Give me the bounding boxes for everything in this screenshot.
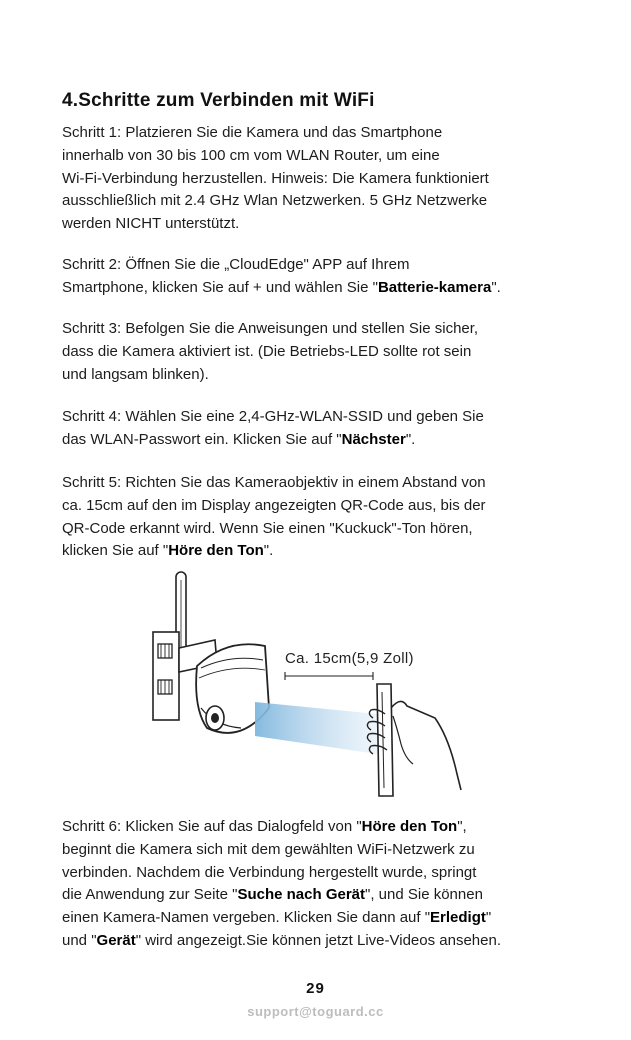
step-4-paragraph bbox=[62, 406, 602, 452]
step-3-line: dass die Kamera aktiviert ist. (Die Betriebs-LED sollte rot sein bbox=[62, 342, 472, 360]
step-6-text: ", bbox=[457, 818, 467, 835]
step-1-line: werden NICHT unterstützt. bbox=[62, 215, 240, 233]
step-6-line bbox=[62, 884, 602, 907]
step-6-text: die Anwendung zur Seite " bbox=[62, 886, 238, 904]
distance-label: Ca. 15cm(5,9 Zoll) bbox=[285, 650, 414, 667]
step-3-line: Schritt 3: Befolgen Sie die Anweisungen und stellen Sie sicher, bbox=[62, 320, 479, 337]
page-number: 29 bbox=[306, 980, 325, 997]
step-6-text: ", und Sie können bbox=[365, 886, 483, 904]
step-1-line: ausschließlich mit 2.4 GHz Wlan Netzwerken. 5 GHz Netzwerke bbox=[62, 192, 488, 210]
step-1-line: Wi-Fi-Verbindung herzustellen. Hinweis: Die Kamera funktioniert bbox=[62, 169, 489, 187]
step-2-text: ". bbox=[491, 278, 501, 296]
step-5-paragraph bbox=[62, 472, 602, 563]
step-4-text: das WLAN-Passwort ein. Klicken Sie auf " bbox=[62, 430, 342, 448]
step-5-text: ". bbox=[263, 542, 274, 560]
hear-tone-label: Höre den Ton bbox=[361, 818, 458, 835]
smartphone-icon bbox=[377, 684, 393, 796]
step-3-line: und langsam blinken). bbox=[62, 365, 209, 383]
scan-beam bbox=[255, 702, 377, 754]
step-2-line bbox=[62, 277, 602, 300]
camera-qr-scan-illustration bbox=[145, 568, 465, 804]
step-6-line bbox=[62, 907, 602, 930]
done-label: Erledigt bbox=[430, 909, 486, 927]
step-1-line: innerhalb von 30 bis 100 cm vom WLAN Router, um eine bbox=[62, 146, 440, 164]
step-6-text: einen Kamera-Namen vergeben. Klicken Sie dann auf " bbox=[62, 909, 431, 927]
step-2-paragraph bbox=[62, 254, 602, 300]
device-label: Gerät bbox=[96, 931, 136, 949]
battery-camera-label: Batterie-kamera bbox=[377, 278, 492, 296]
step-4-line bbox=[62, 429, 602, 452]
next-label: Nächster bbox=[341, 430, 406, 448]
step-4-line: Schritt 4: Wählen Sie eine 2,4-GHz-WLAN-SSID und geben Sie bbox=[62, 408, 484, 425]
step-6-text: " bbox=[485, 909, 492, 927]
step-6-line: beginnt die Kamera sich mit dem gewählten WiFi-Netzwerk zu bbox=[62, 840, 475, 858]
step-6-line bbox=[62, 930, 602, 953]
distance-marker bbox=[285, 672, 373, 680]
step-5-line: ca. 15cm auf den im Display angezeigten QR-Code aus, bis der bbox=[62, 496, 486, 514]
step-6-text: Schritt 6: Klicken Sie auf das Dialogfeld von " bbox=[62, 818, 362, 835]
step-2-line: Schritt 2: Öffnen Sie die „CloudEdge" APP auf Ihrem bbox=[62, 256, 410, 273]
search-device-label: Suche nach Gerät bbox=[237, 886, 365, 904]
step-5-line bbox=[62, 540, 602, 563]
step-6-paragraph bbox=[62, 816, 602, 953]
step-6-text: und " bbox=[62, 931, 97, 949]
support-email: support@toguard.cc bbox=[247, 1004, 384, 1019]
step-5-line: QR-Code erkannt wird. Wenn Sie einen "Kuckuck"-Ton hören, bbox=[62, 519, 473, 537]
step-1-paragraph bbox=[62, 122, 602, 236]
step-6-line: verbinden. Nachdem die Verbindung hergestellt wurde, springt bbox=[62, 863, 477, 881]
step-3-paragraph bbox=[62, 318, 602, 386]
step-4-text: ". bbox=[405, 430, 416, 448]
step-2-text: Smartphone, klicken Sie auf + und wählen Sie " bbox=[62, 278, 378, 296]
step-6-line bbox=[62, 816, 602, 839]
section-title: 4.Schritte zum Verbinden mit WiFi bbox=[62, 90, 375, 111]
step-5-text: klicken Sie auf " bbox=[62, 542, 169, 560]
step-5-line: Schritt 5: Richten Sie das Kameraobjektiv in einem Abstand von bbox=[62, 474, 486, 491]
step-1-line: Schritt 1: Platzieren Sie die Kamera und das Smartphone bbox=[62, 124, 443, 141]
hear-tone-label: Höre den Ton bbox=[168, 542, 264, 560]
step-6-text: " wird angezeigt.Sie können jetzt Live-Videos ansehen. bbox=[135, 931, 501, 949]
